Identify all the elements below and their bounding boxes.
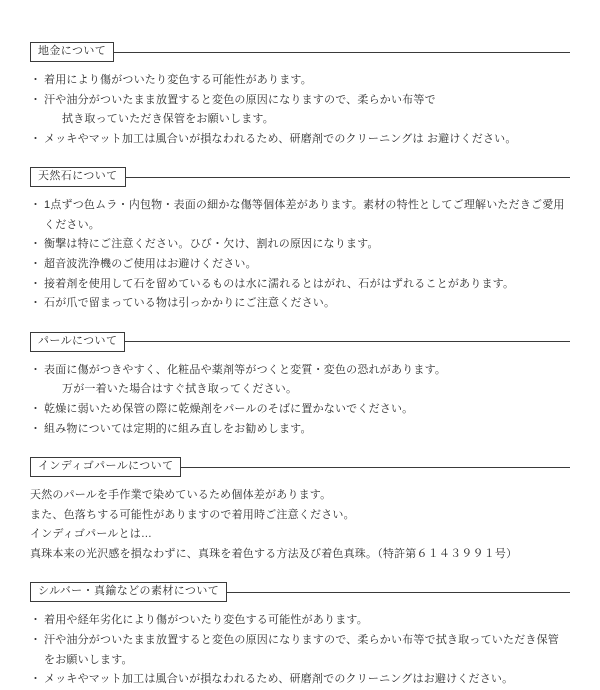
section-heading-indigo-pearl (30, 457, 570, 477)
bullet-list-natural-stone (30, 196, 570, 313)
list-item-continuation: 万が一着いた場合はすぐ拭き取ってください。 (62, 383, 298, 396)
list-item-text: 汗や油分がついたまま放置すると変色の原因になりますので、柔らかい布等で拭き取っていただき保管をお願いします。 (44, 633, 559, 666)
section-silver-brass (30, 582, 570, 689)
list-item (30, 275, 570, 295)
list-item-text: 衡撃は特にご注意ください。ひび・欠け、割れの原因になります。 (44, 238, 379, 251)
list-item-text: 接着剤を使用して石を留めているものは水に濡れるとはがれ、石がはずれることがあります。 (44, 277, 515, 290)
list-item (30, 670, 570, 690)
section-heading-jigane (30, 42, 570, 62)
section-heading-label: インディゴパールについて (30, 457, 181, 477)
heading-rule (126, 177, 570, 178)
list-item-text: 表面に傷がつきやすく、化粧品や薬剤等がつくと変質・変色の恐れがあります。 (44, 363, 447, 376)
section-heading-silver-brass (30, 582, 570, 602)
paragraph: また、色落ちする可能性がありますので着用時ご注意ください。 (30, 508, 355, 521)
section-heading-label: シルバー・真鍮などの素材について (30, 582, 227, 602)
section-heading-natural-stone (30, 167, 570, 187)
bullet-list-silver-brass (30, 611, 570, 689)
list-item (30, 235, 570, 255)
list-item-text: 乾燥に弱いため保管の際に乾燥剤をパールのそばに置かないでください。 (44, 402, 414, 415)
paragraph-block-indigo-pearl (30, 486, 570, 564)
section-heading-label: 地金について (30, 42, 114, 62)
list-item (30, 611, 570, 631)
section-jigane (30, 42, 570, 149)
section-heading-label: 天然石について (30, 167, 126, 187)
bullet-list-pearl (30, 361, 570, 439)
heading-rule (227, 592, 570, 593)
section-heading-pearl (30, 332, 570, 352)
paragraph: インディゴパールとは… (30, 528, 153, 541)
list-item (30, 71, 570, 91)
list-item-text: メッキやマット加工は風合いが損なわれるため、研磨剤でのクリーニングはお避けください。 (44, 673, 514, 686)
list-item (30, 196, 570, 235)
list-item-text: 1点ずつ色ムラ・内包物・表面の細かな傷等個体差があります。素材の特性としてご理解いただきご愛用ください。 (44, 199, 565, 231)
list-item-text: 着用により傷がついたり変色する可能性があります。 (44, 74, 312, 86)
list-item (30, 294, 570, 314)
section-natural-stone (30, 167, 570, 313)
section-indigo-pearl (30, 457, 570, 564)
paragraph: 真珠本来の光沢感を損なわずに、真珠を着色する方法及び着色真珠。（特許第６１４３９９１号） (30, 547, 518, 560)
list-item (30, 91, 570, 130)
list-item-text: 超音波洗浄機のご使用はお避けください。 (44, 258, 257, 271)
list-item (30, 631, 570, 670)
list-item (30, 400, 570, 420)
section-heading-label: パールについて (30, 332, 125, 352)
section-pearl (30, 332, 570, 439)
list-item (30, 255, 570, 275)
list-item-text: 汗や油分がついたまま放置すると変色の原因になりますので、柔らかい布等で (44, 93, 436, 106)
heading-rule (125, 341, 570, 342)
paragraph: 天然のパールを手作業で染めているため個体差があります。 (30, 489, 332, 502)
list-item (30, 420, 570, 440)
heading-rule (181, 467, 570, 468)
list-item (30, 130, 570, 150)
list-item-text: メッキやマット加工は風合いが損なわれるため、研磨剤でのクリーニングは お避けください。 (44, 132, 517, 145)
list-item-text: 組み物については定期的に組み直しをお勧めします。 (44, 422, 312, 435)
heading-rule (114, 52, 570, 53)
list-item (30, 361, 570, 400)
list-item-text: 石が爪で留まっている物は引っかかりにご注意ください。 (44, 297, 336, 310)
bullet-list-jigane (30, 71, 570, 149)
list-item-continuation: 拭き取っていただき保管をお願いします。 (62, 113, 274, 126)
list-item-text: 着用や経年劣化により傷がついたり変色する可能性があります。 (44, 614, 368, 627)
